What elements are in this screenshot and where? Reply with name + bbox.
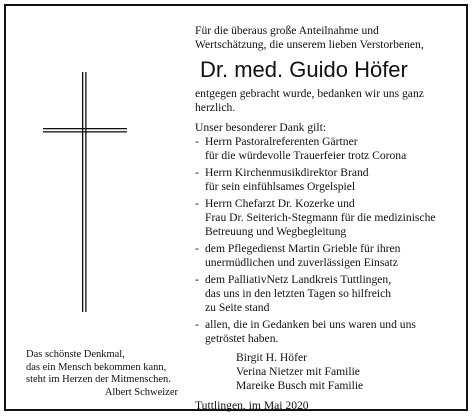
thanks-line: unermüdlichen und zuverlässigen Einsatz xyxy=(205,256,398,269)
quote-line: Das schönste Denkmal, xyxy=(26,349,125,360)
thanks-line: das uns in den letzten Tagen so hilfreich xyxy=(205,287,392,300)
thanks-line: Herrn Chefarzt Dr. Kozerke und xyxy=(205,197,355,210)
intro-line: Wertschätzung, die unserem lieben Verstorbenen, xyxy=(195,38,424,51)
thanks-item xyxy=(195,273,471,315)
thanks-item xyxy=(195,197,471,239)
dash-marker: - xyxy=(195,166,199,179)
obituary-card xyxy=(4,4,468,411)
quote-line: das ein Mensch bekommen kann, xyxy=(26,361,167,373)
signatures xyxy=(195,351,471,393)
thanks-line: Herrn Kirchenmusikdirektor Brand xyxy=(205,166,369,179)
thanks-line: Betreuung und Wegbegleitung xyxy=(205,225,347,238)
quote-author: Albert Schweizer xyxy=(104,386,178,398)
thanks-item xyxy=(195,166,471,194)
thanks-item xyxy=(195,242,471,270)
after-name-line: herzlich. xyxy=(195,101,236,114)
thanks-line: für die würdevolle Trauerfeier trotz Corona xyxy=(205,149,407,162)
dash-marker: - xyxy=(195,135,199,148)
thanks-line: allen, die in Gedanken bei uns waren und uns xyxy=(205,318,416,331)
place-date: Tuttlingen, im Mai 2020 xyxy=(195,399,309,412)
thanks-heading: Unser besonderer Dank gilt: xyxy=(195,121,327,134)
thanks-line: dem PalliativNetz Landkreis Tuttlingen, xyxy=(205,273,392,286)
thanks-line: zu Seite stand xyxy=(205,301,270,314)
dash-marker: - xyxy=(195,197,199,210)
memorial-quote xyxy=(26,349,184,399)
thanks-line: dem Pflegedienst Martin Grieble für ihren xyxy=(205,242,401,255)
dash-marker: - xyxy=(195,318,199,331)
dash-marker: - xyxy=(195,273,199,286)
thanks-line: für sein einfühlsames Orgelspiel xyxy=(205,180,356,193)
thanks-item xyxy=(195,135,471,163)
signature-line: Verina Nietzer mit Familie xyxy=(236,365,360,378)
thank-you-text xyxy=(195,24,471,413)
signature-line: Mareike Busch mit Familie xyxy=(236,379,364,392)
thanks-line: Frau Dr. Seiterich-Stegmann für die medizinische xyxy=(205,211,436,224)
thanks-item xyxy=(195,318,471,346)
cross-icon xyxy=(43,72,127,312)
thanks-line: getröstet haben. xyxy=(205,332,279,345)
quote-line: steht im Herzen der Mitmenschen. xyxy=(26,374,171,385)
deceased-name: Dr. med. Guido Höfer xyxy=(200,57,408,82)
intro-line: Für die überaus große Anteilnahme und xyxy=(195,24,379,37)
after-name-line: entgegen gebracht wurde, bedanken wir uns ganz xyxy=(195,87,424,100)
thanks-line: Herrn Pastoralreferenten Gärtner xyxy=(205,135,358,148)
signature-line: Birgit H. Höfer xyxy=(236,351,307,364)
dash-marker: - xyxy=(195,242,199,255)
